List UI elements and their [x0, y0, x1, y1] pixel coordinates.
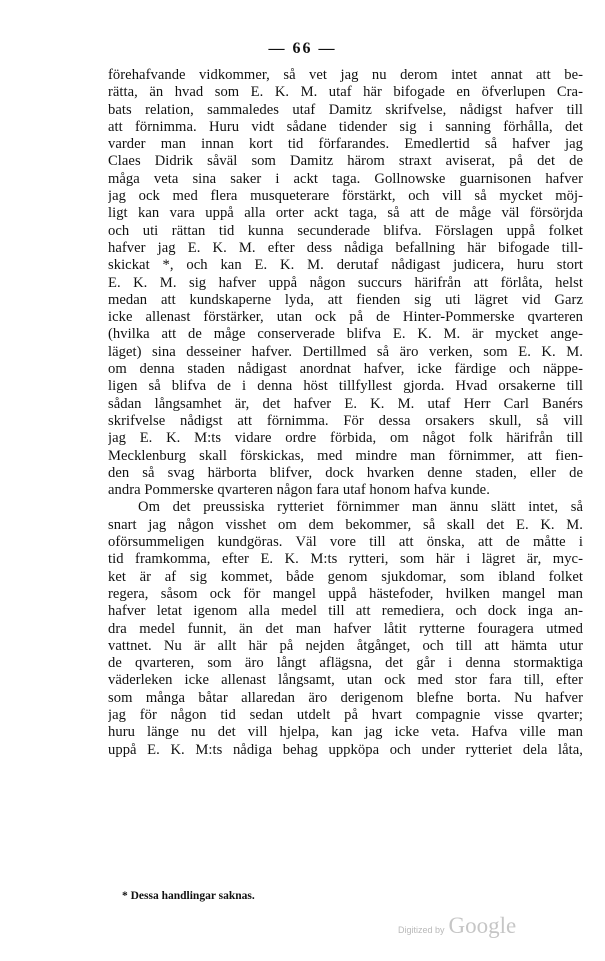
- text-line: snart jag någon visshet om dem bekommer, så skall det E. K. M.: [108, 516, 583, 533]
- text-line: rätta, än hvad som E. K. M. utaf här bifogade en öfverlupen Cra-: [108, 84, 583, 101]
- text-line: E. K. M. sig hafver uppå någon succurs härifrån att förlåta, helst: [108, 274, 583, 291]
- text-line: jag ock med flera musqueterare förstärkt, och vill så mycket möj-: [108, 188, 583, 205]
- text-line: den så svag härborta blifver, dock hvarken denne staden, eller de: [108, 464, 583, 481]
- text-line: Claes Didrik såväl som Damitz härom straxt aviserat, på det de: [108, 153, 583, 170]
- text-line: ket är af sig kommet, både genom sjukdomar, som ibland folket: [108, 568, 583, 585]
- text-line: jag E. K. M:ts vidare ordre förbida, om något folk härifrån till: [108, 430, 583, 447]
- text-line: dra medel funnit, än det man hafver låtit rytterne fouragera utmed: [108, 620, 583, 637]
- text-line: jag för någon tid sedan utdelt på hvart compagnie visse qvarter;: [108, 706, 583, 723]
- text-line: medan att kundskaperne lyda, att fienden sig uti lägret vid Garz: [108, 291, 583, 308]
- digitized-by-watermark: [398, 913, 516, 939]
- text-line: väderleken icke allenast långsamt, utan ock med stor fara till, efter: [108, 672, 583, 689]
- text-line: hafver letat igenom alla medel till att remediera, och dock inga an-: [108, 603, 583, 620]
- text-line: att förnimma. Huru vidt sådane tidender sig i sanning förhålla, det: [108, 118, 583, 135]
- text-line: andra Pommerske qvarteren någon fara utaf honom hafva kunde.: [108, 482, 490, 499]
- text-line: tid framkomma, efter E. K. M:ts rytteri, som här i lägret är, myc-: [108, 551, 583, 568]
- text-line: Om det preussiska rytteriet förnimmer man ännu slätt intet, så: [138, 499, 583, 516]
- text-line: förehafvande vidkommer, så vet jag nu derom intet annat att be-: [108, 67, 583, 83]
- text-line: oförsummeligen kundgöras. Väl vore till att önska, att de måtte i: [108, 534, 583, 551]
- google-logo: Google: [448, 913, 517, 938]
- text-line: (hvilka att de måge conserverade blifva E. K. M. är mycket ange-: [108, 326, 583, 343]
- text-line: regera, såsom ock för mangel uppå hästefoder, hvilken mangel man: [108, 585, 583, 602]
- body-text: [108, 67, 583, 759]
- text-line: skickat *, och kan E. K. M. derutaf nådigast judicera, huru stort: [108, 257, 583, 274]
- text-line: de qvarteren, som äro långt aflägsna, det går i denna stormaktiga: [108, 655, 583, 672]
- footnote: * Dessa handlingar saknas.: [122, 890, 255, 902]
- text-line: ligen så blifva de i denna höst tillfyllest gjorda. Hvad orsakerne till: [108, 378, 583, 395]
- text-line: skrifvelse nådigst att förnimma. För dessa orsakers skull, så vill: [108, 412, 583, 429]
- text-line: Mecklenburg skall förskickas, med mindre man förnimmer, att fien-: [108, 447, 583, 464]
- text-line: sådan långsamhet är, det hafver E. K. M. utaf Herr Carl Banérs: [108, 395, 583, 412]
- digitized-prefix: Digitized by: [398, 925, 445, 935]
- text-line: bats relation, sammaledes utaf Damitz skrifvelse, nådigst hafver till: [108, 101, 583, 118]
- text-line: hafver jag E. K. M. efter dess nådiga befallning här bifogade till-: [108, 239, 583, 256]
- text-line: ligt kan vara uppå alla orter ackt taga, så att de måge väl försörjda: [108, 205, 583, 222]
- text-line: och uti rättan tid kunna secunderade blifva. Förslagen uppå folket: [108, 222, 583, 239]
- text-line: icke allenast förstärker, utan ock på de Hinter-Pommerske qvarteren: [108, 309, 583, 326]
- text-line: måga veta sina saker i ackt taga. Gollnowske guarnisonen hafver: [108, 170, 583, 187]
- text-line: vattnet. Nu är allt här på nejden åtgånget, och till att hämta utur: [108, 637, 583, 654]
- text-line: om denna staden nådigast anordnat hafver, icke färdige och näppe-: [108, 361, 583, 378]
- text-line: läget) sina desseiner hafver. Dertillmed så äro verken, som E. K. M.: [108, 343, 583, 360]
- text-line: huru länge nu det vill hjelpa, kan jag icke veta. Hafva ville man: [108, 724, 583, 741]
- text-line: som många båtar allaredan äro derigenom blefne borta. Nu hafver: [108, 689, 583, 706]
- text-line: uppå E. K. M:ts nådiga behag uppköpa och under rytteriet dela låta,: [108, 741, 583, 758]
- page-number: — 66 —: [268, 40, 337, 57]
- text-line: varder man innan kort tid förfarandes. Emedlertid så hafver jag: [108, 136, 583, 153]
